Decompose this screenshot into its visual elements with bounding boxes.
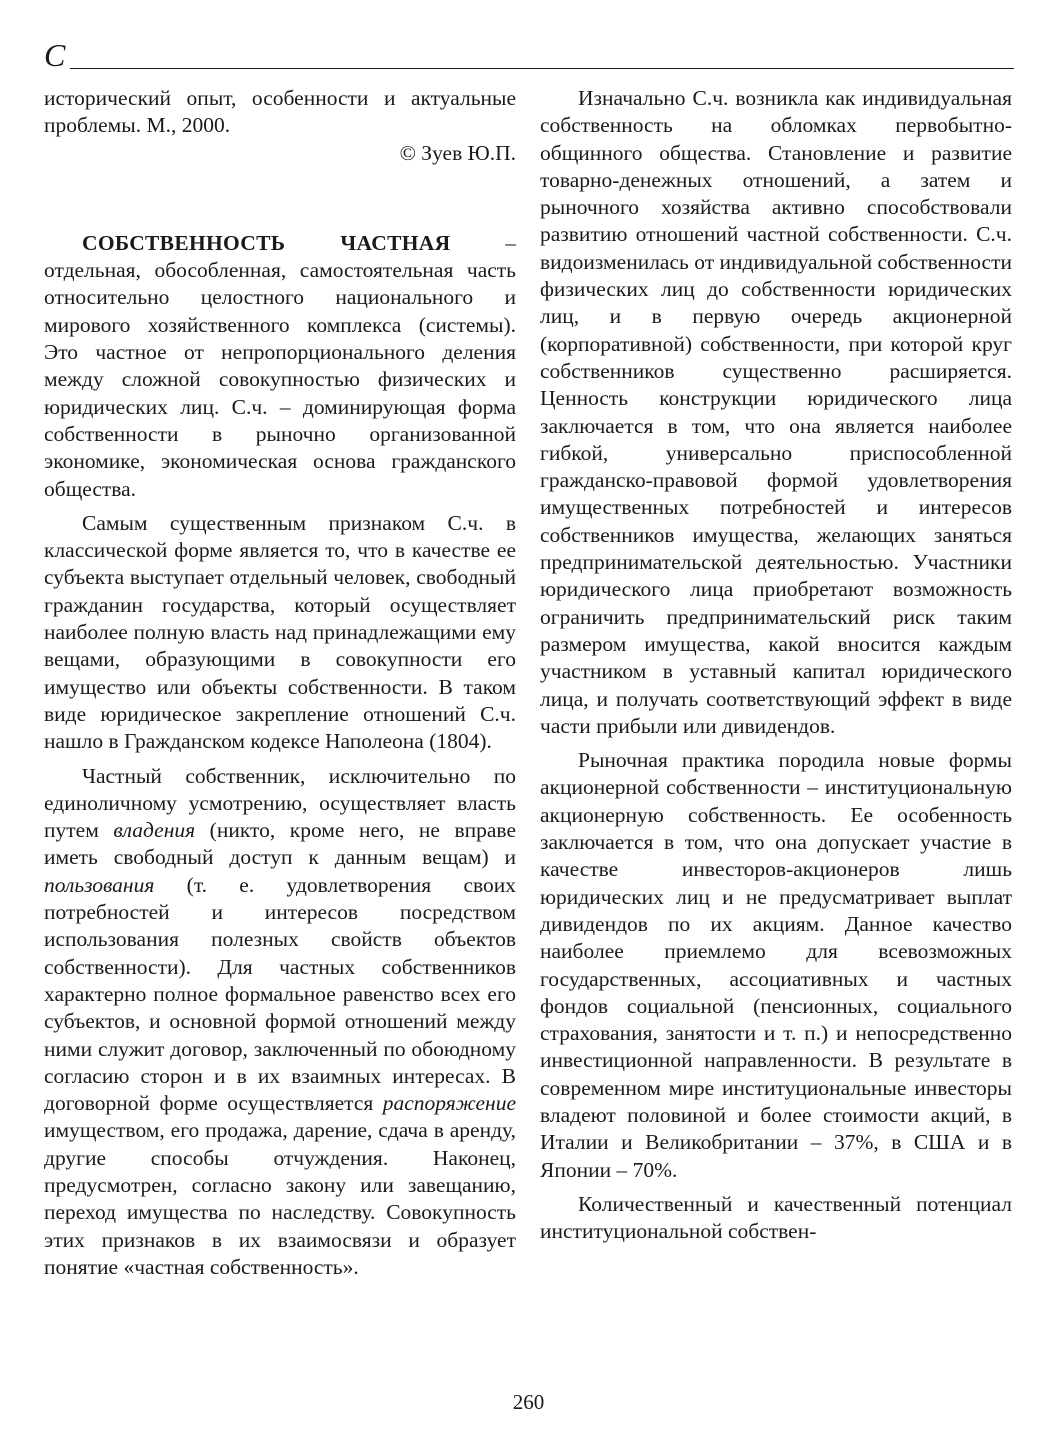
running-header	[44, 38, 1014, 72]
right-column	[540, 85, 1012, 1245]
article-headword: СОБСТВЕННОСТЬ ЧАСТНАЯ	[82, 230, 451, 255]
definition-text: – отдельная, обособленная, самостоятельная часть относительно целостного национального и мирового хозяйственного комплекса (системы). Это частное от непропорционального деления между сложной совокупностью физических и юридических лиц. С.ч. – доминирующая форма собственности в рыночно организованной экономике, экономическая основа гражданского общества.	[44, 230, 516, 501]
right-paragraph-1: Изначально С.ч. возникла как индивидуальная собственность на обломках первобытно-общинного общества. Становление и развитие товарно-денежных отношений, а затем и рыночного хозяйства активно способствовали развитию отношений частной собственности. С.ч. видоизменилась от индивидуальной собственности физических лиц до собственности юридических лиц, и в первую очередь акционерной (корпоративной) собственности, при которой круг собственников существенно расширяется. Ценность конструкции юридического лица заключается в том, что она является наиболее гибкой, универсально приспособленной гражданско-правовой формой удовлетворения имущественных потребностей и интересов собственников имущества, желающих заняться предпринимательской деятельностью. Участники юридического лица приобретают возможность ограничить предпринимательский риск таким размером имущества, какой вносится каждым участником в уставный капитал юридического лица, и получать соответствующий эффект в виде части прибыли или дивидендов.	[540, 86, 1012, 738]
text-run: имуществом, его продажа, дарение, сдача в аренду, другие способы отчуждения. Наконец, предусмотрен, согласно закону или завещанию, переход имущества по наследству. Совокупность этих признаков в их взаимосвязи и образует понятие «частная собственность».	[44, 1118, 516, 1279]
text-run: Частный собственник, исключительно по единоличному усмотрению, осуществляет власть путем	[44, 763, 516, 843]
right-paragraph-3: Количественный и качественный потенциал институциональной собствен-	[540, 1191, 1012, 1244]
italic-term-possession: владения	[113, 818, 196, 843]
left-paragraph-3	[44, 763, 516, 1282]
left-paragraph-2: Самым существенным признаком С.ч. в классической форме является то, что в качестве ее субъекта выступает отдельный человек, свободный гражданин государства, который осуществляет наиболее полную власть над принадлежащими ему вещами, образующими в совокупности его имущество или объекты собственности. В таком виде юридическое закрепление отношений С.ч. нашло в Гражданском кодексе Наполеона (1804).	[44, 510, 516, 754]
text-run: (т. е. удовлетворения своих потребностей и интересов посредством использования полезных свойств объектов собственности). Для частных собственников характерно полное формальное равенство всех его субъектов, и основной формой отношений между ними служит договор, заключенный по обоюдному согласию сторон и в их взаимных интересах. В договорной форме осуществляется	[44, 872, 516, 1116]
italic-term-disposal: распоряжение	[382, 1091, 516, 1116]
article-definition	[44, 230, 516, 503]
italic-term-use: пользования	[44, 872, 155, 897]
right-paragraph-2: Рыночная практика породила новые формы акционерной собственности – институциональную акционерную собственность. Ее особенность заключается в том, что она допускает участие в качестве инвесторов-акционеров лишь юридических лиц и не предусматривает выплат дивидендов по их акциям. Данное качество наиболее приемлемо для всевозможных государственных, ассоциативных и частных фондов социальной (пенсионных, социального страхования, занятости и т. п.) и непосредственно инвестиционной направленности. В результате в современном мире институциональные инвесторы владеют половиной и более стоимости акций, в Италии и Великобритании – 37%, в США и в Японии – 70%.	[540, 748, 1012, 1182]
running-header-letter: С	[44, 37, 66, 73]
carryover-text: исторический опыт, особенности и актуальные проблемы. М., 2000.	[44, 86, 516, 138]
page-number: 260	[512, 1390, 545, 1414]
header-rule	[70, 68, 1014, 69]
text-run: (никто, кроме него, не вправе иметь свободный доступ к данным вещам) и	[44, 818, 516, 870]
copyright-author: © Зуев Ю.П.	[399, 140, 516, 165]
left-column	[44, 85, 516, 1281]
